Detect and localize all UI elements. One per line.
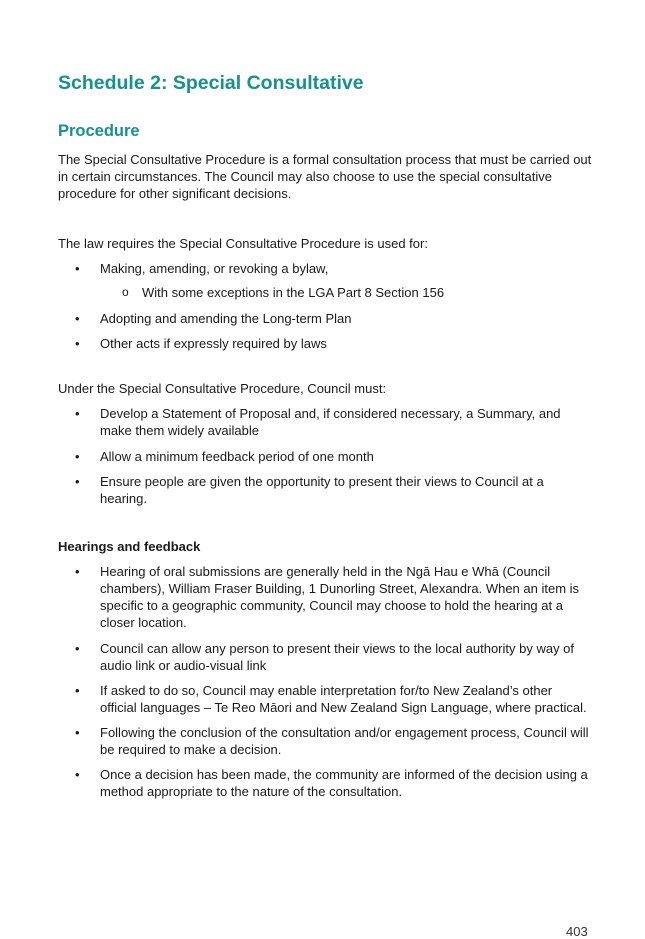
bullet-icon: • [75, 683, 80, 698]
circle-bullet-icon: o [122, 285, 129, 299]
bullet-icon: • [75, 767, 80, 782]
bullet-icon: • [75, 311, 80, 326]
bullet-icon: • [75, 336, 80, 351]
law-intro: The law requires the Special Consultative Procedure is used for: [58, 236, 428, 251]
bullet-icon: • [75, 261, 80, 276]
page-subtitle: Procedure [58, 122, 140, 140]
intro-paragraph: The Special Consultative Procedure is a formal consultation process that must be carried out in certain circumstances. The Council may also choose to use the special consultative procedure for other significant decisions. [58, 152, 592, 201]
bullet-icon: • [75, 725, 80, 740]
hearings-heading: Hearings and feedback [58, 539, 201, 554]
council-intro: Under the Special Consultative Procedure, Council must: [58, 381, 387, 396]
bullet-icon: • [75, 474, 80, 489]
bullet-icon: • [75, 564, 80, 579]
bullet-icon: • [75, 406, 80, 421]
bullet-icon: • [75, 641, 80, 656]
bullet-icon: • [75, 449, 80, 464]
page-title: Schedule 2: Special Consultative [58, 72, 364, 94]
page-number: 403 [566, 924, 588, 939]
